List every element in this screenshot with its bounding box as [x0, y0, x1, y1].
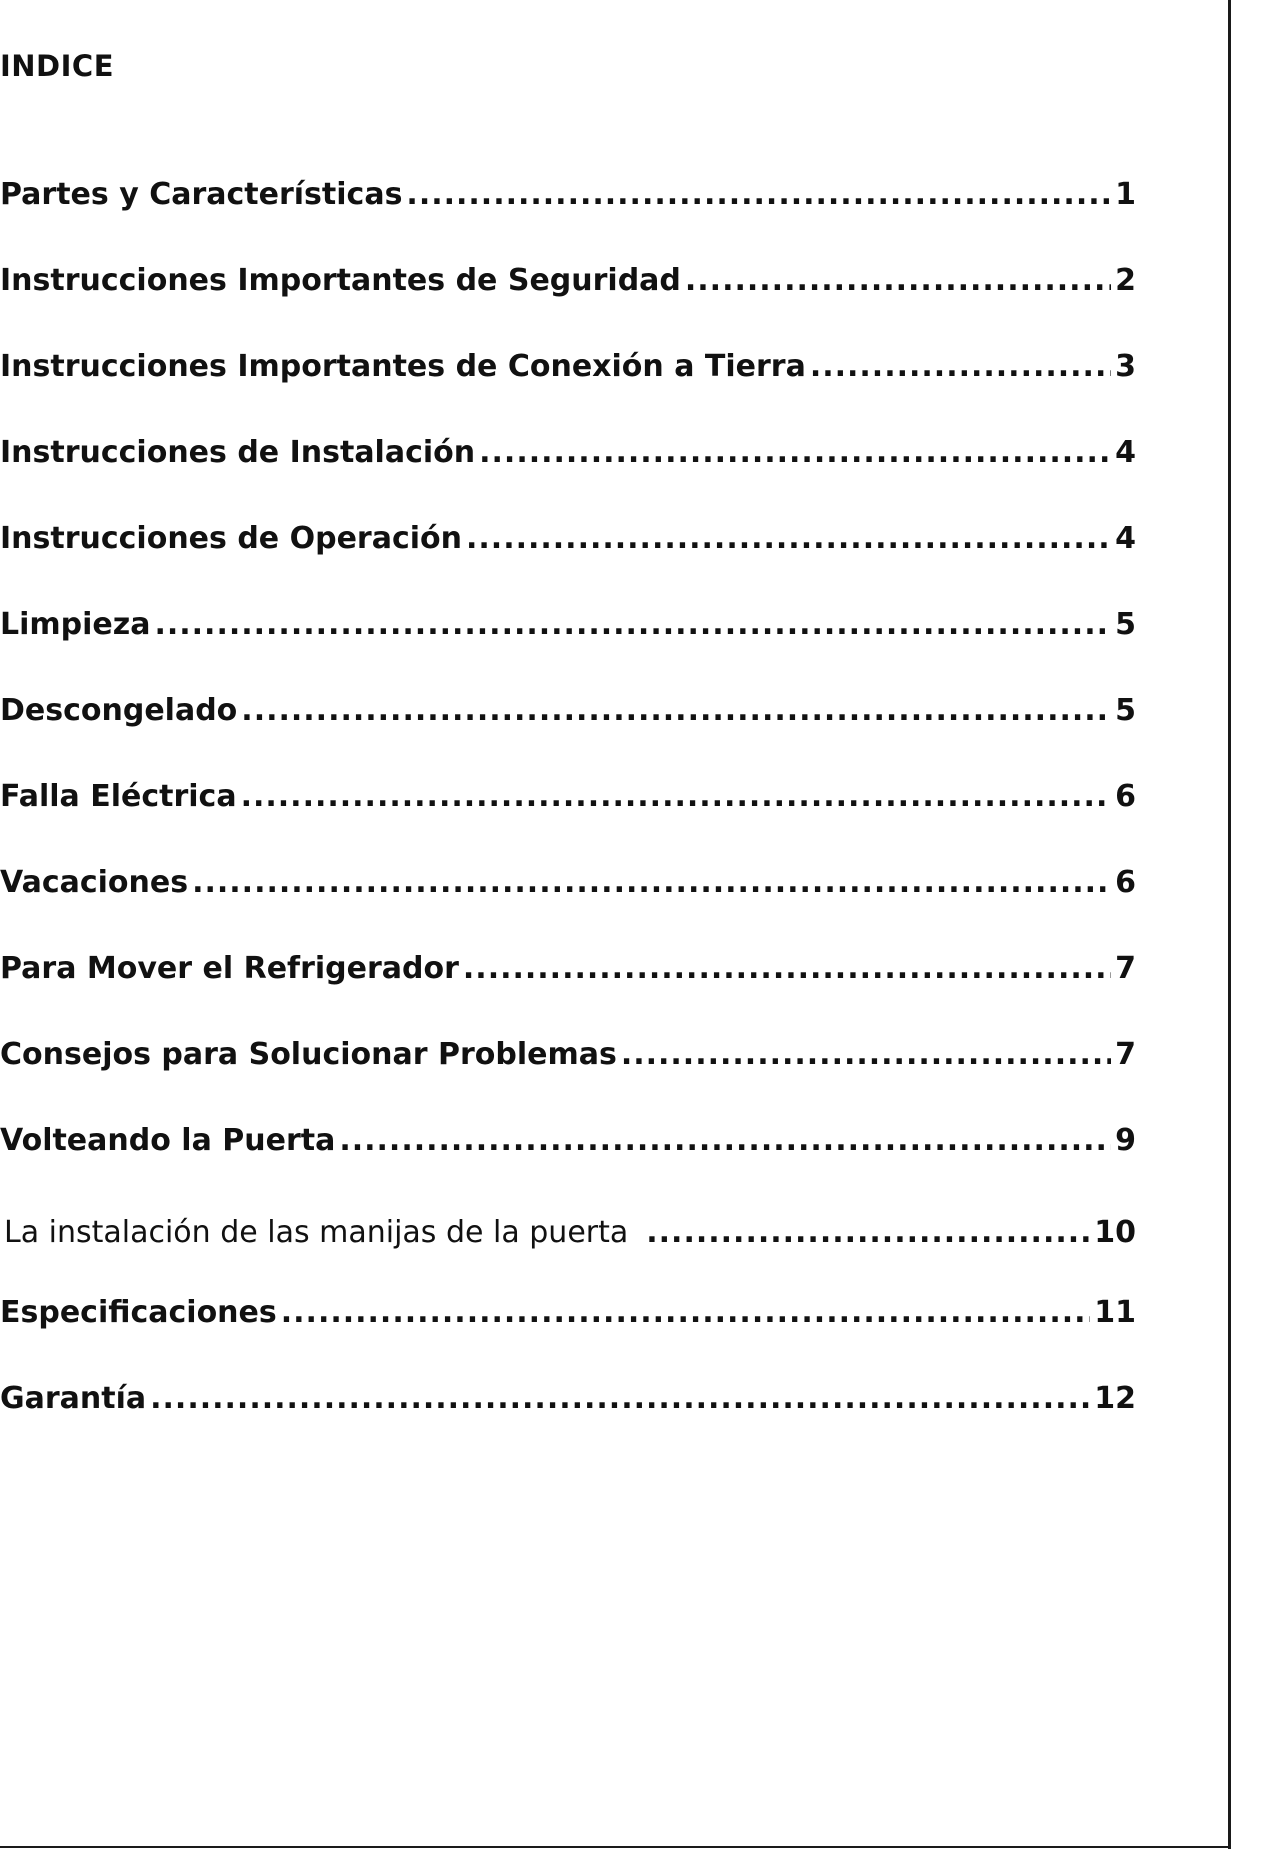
toc-entry-label: Instrucciones de Instalación [0, 435, 476, 470]
toc-entry-page: 11 [1094, 1295, 1136, 1330]
toc-entry-especificaciones[interactable] [0, 1293, 1136, 1379]
toc-leader-dots [406, 175, 1111, 215]
toc-entry-label: La instalación de las manijas de la puerta [4, 1215, 629, 1250]
toc-leader-dots [479, 433, 1111, 473]
toc-entry-page: 5 [1115, 693, 1136, 728]
toc-entry-label: Limpieza [0, 607, 151, 642]
toc-entry-vacaciones[interactable] [0, 863, 1136, 949]
toc-leader-dots [241, 777, 1112, 817]
toc-leader-dots [192, 863, 1111, 903]
toc-entry-volteando-puerta[interactable] [0, 1121, 1136, 1207]
toc-entry-label: Partes y Características [0, 177, 403, 212]
toc-entry-label: Para Mover el Refrigerador [0, 951, 459, 986]
toc-entry-page: 6 [1115, 865, 1136, 900]
toc-entry-page: 7 [1115, 1037, 1136, 1072]
toc-leader-dots [685, 261, 1111, 301]
toc-leader-dots [463, 949, 1111, 989]
toc-entry-page: 5 [1115, 607, 1136, 642]
toc-entry-page: 7 [1115, 951, 1136, 986]
right-border-line [1228, 0, 1231, 1849]
toc-entry-page: 12 [1094, 1381, 1136, 1416]
toc-entry-label: Instrucciones de Operación [0, 521, 462, 556]
toc-entry-garantia[interactable] [0, 1379, 1136, 1465]
toc-entry-page: 6 [1115, 779, 1136, 814]
toc-entry-falla-electrica[interactable] [0, 777, 1136, 863]
toc-leader-dots [150, 1379, 1090, 1419]
toc-entry-page: 3 [1115, 349, 1136, 384]
toc-entry-consejos[interactable] [0, 1035, 1136, 1121]
toc-entry-descongelado[interactable] [0, 691, 1136, 777]
toc-entry-label: Garantía [0, 1381, 147, 1416]
toc-entry-partes[interactable] [0, 175, 1136, 261]
toc-entry-page: 4 [1115, 521, 1136, 556]
toc-entry-seguridad[interactable] [0, 261, 1136, 347]
toc-entry-label: Descongelado [0, 693, 238, 728]
toc-entry-conexion-tierra[interactable] [0, 347, 1136, 433]
index-title: INDICE [0, 49, 115, 83]
bottom-border-line [0, 1846, 1231, 1848]
toc-entry-operacion[interactable] [0, 519, 1136, 605]
toc-entry-label: Falla Eléctrica [0, 779, 237, 814]
toc-entry-page: 10 [1094, 1215, 1136, 1250]
toc-entry-manijas[interactable] [0, 1207, 1136, 1293]
toc-leader-dots [339, 1121, 1111, 1161]
toc-leader-dots [466, 519, 1111, 559]
toc-entry-page: 2 [1115, 263, 1136, 298]
toc-entry-page: 4 [1115, 435, 1136, 470]
toc-entry-label: Instrucciones Importantes de Conexión a Tierra [0, 349, 806, 384]
toc-entry-instalacion[interactable] [0, 433, 1136, 519]
toc-leader-dots [241, 691, 1111, 731]
toc-leader-dots [646, 1213, 1090, 1253]
toc-entry-mover-refrigerador[interactable] [0, 949, 1136, 1035]
toc-leader-dots [621, 1035, 1111, 1075]
toc-entry-limpieza[interactable] [0, 605, 1136, 691]
toc-entry-label: Consejos para Solucionar Problemas [0, 1037, 617, 1072]
toc-leader-dots [154, 605, 1111, 645]
toc-leader-dots [281, 1293, 1091, 1333]
toc-leader-dots [810, 347, 1111, 387]
toc-entry-page: 1 [1115, 177, 1136, 212]
toc-entry-label: Volteando la Puerta [0, 1123, 336, 1158]
toc-entry-label: Instrucciones Importantes de Seguridad [0, 263, 681, 298]
toc-entry-label: Especificaciones [0, 1295, 277, 1330]
toc-entry-label: Vacaciones [0, 865, 189, 900]
table-of-contents [0, 175, 1136, 1465]
toc-entry-page: 9 [1115, 1123, 1136, 1158]
